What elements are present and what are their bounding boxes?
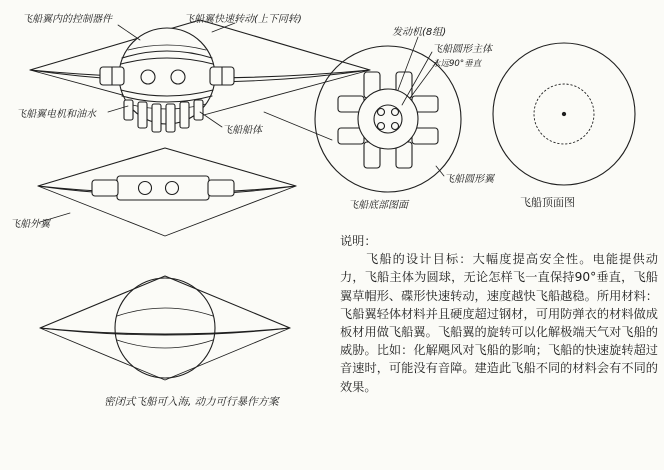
description-block bbox=[340, 232, 658, 396]
label-sealed-note: 密闭式飞船可入海, 动力可行暴作方案 bbox=[104, 396, 279, 408]
label-vertical-90: 永远90°垂直 bbox=[432, 59, 482, 69]
label-fast-rotation: 飞船翼快速转动(上下同转) bbox=[184, 14, 302, 25]
top-view-drawing bbox=[493, 43, 635, 185]
label-control-device: 飞船翼内的控制器件 bbox=[22, 14, 112, 25]
label-engine: 发动机(8组) bbox=[392, 27, 447, 38]
label-top-view: 飞船顶面图 bbox=[520, 196, 575, 209]
label-hull: 飞船船体 bbox=[222, 125, 262, 136]
wing-exterior-drawing bbox=[38, 148, 296, 236]
description-title: 说明： bbox=[340, 234, 377, 248]
label-round-wing: 飞船圆形翼 bbox=[444, 174, 494, 185]
label-round-body: 飞船圆形主体 bbox=[432, 44, 492, 55]
label-wing-exterior: 飞船外翼 bbox=[10, 219, 50, 230]
label-bottom-view: 飞船底部图面 bbox=[348, 200, 408, 211]
description-body: 飞船的设计目标：大幅度提高安全性。电能提供动力，飞船主体为圆球，无论怎样飞一直保持90°垂直，飞船翼草帽形、碟形快速转动，速度越快飞船越稳。所用材料：飞船翼轻体材料并且硬度超过钢材，可用防弹衣的材料做成板材用做飞船翼。飞船翼的旋转可以化解极端天气对飞船的威胁。比如：化解飓风对飞船的影响；飞船的快速旋转超过音速时，可能没有音障。建造此飞船不同的材料会有不同的效果。 bbox=[340, 252, 658, 394]
label-motor-oil: 飞船翼电机和油水 bbox=[16, 109, 96, 120]
sealed-sphere-drawing bbox=[40, 276, 290, 380]
